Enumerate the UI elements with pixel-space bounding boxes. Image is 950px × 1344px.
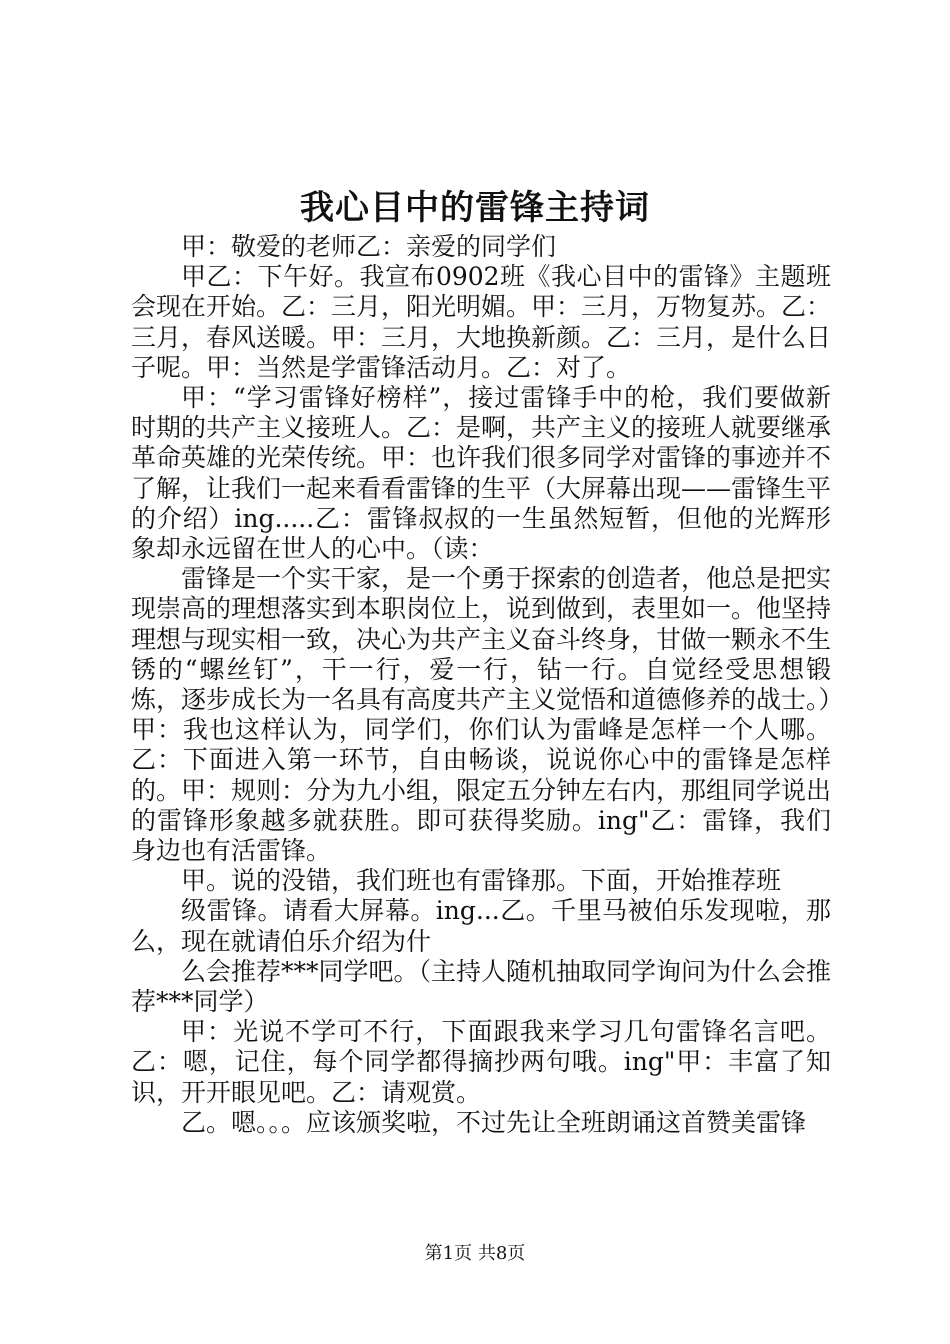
paragraph: 雷锋是一个实干家，是一个勇于探索的创造者，他总是把实现崇高的理想落实到本职岗位上，说到做到，表里如一。他坚持理想与现实相一致，决心为共产主义奋斗终身，甘做一颗永不生锈的“螺丝钉”，干一行，爱一行，钻一行。自觉经受思想锻炼，逐步成长为一名具有高度共产主义觉悟和道德修养的战士。）甲：我也这样认为，同学们，你们认为雷峰是怎样一个人哪。乙：下面进入第一环节，自由畅谈，说说你心中的雷锋是怎样的。甲：规则：分为九小组，限定五分钟左右内，那组同学说出的雷锋形象越多就获胜。即可获得奖励。ing"乙：雷锋，我们身边也有活雷锋。 (131, 564, 832, 866)
document-body (131, 232, 831, 1138)
paragraph: 级雷锋。请看大屏幕。ing...乙。千里马被伯乐发现啦，那么，现在就请伯乐介绍为什 (131, 896, 831, 956)
paragraph: 乙。嗯。。。应该颁奖啦，不过先让全班朗诵这首赞美雷锋 (181, 1107, 807, 1137)
page-title: 我心目中的雷锋主持词 (300, 188, 650, 228)
paragraph: 甲乙：下午好。我宣布0902班《我心目中的雷锋》主题班会现在开始。乙：三月，阳光明媚。甲：三月，万物复苏。乙：三月，春风送暖。甲：三月，大地换新颜。乙：三月，是什么日子呢。甲：当然是学雷锋活动月。乙：对了。 (131, 262, 832, 382)
page-footer: 第1页 共8页 (424, 1243, 526, 1264)
paragraph: 甲：敬爱的老师乙：亲爱的同学们 (181, 232, 557, 261)
paragraph: 甲。说的没错，我们班也有雷锋那。下面，开始推荐班 (181, 866, 782, 896)
paragraph: 甲：光说不学可不行，下面跟我来学习几句雷锋名言吧。乙：嗯，记住，每个同学都得摘抄两句哦。ing"甲：丰富了知识，开开眼见吧。乙：请观赏。 (131, 1017, 831, 1107)
paragraph: 甲：“学习雷锋好榜样”，接过雷锋手中的枪，我们要做新时期的共产主义接班人。乙：是啊，共产主义的接班人就要继承革命英雄的光荣传统。甲：也许我们很多同学对雷锋的事迹并不了解，让我们一起来看看雷锋的生平（大屏幕出现——雷锋生平的介绍）ing.....乙：雷锋叔叔的一生虽然短暂，但他的光辉形象却永远留在世人的心中。（读： (131, 383, 832, 564)
paragraph: 么会推荐***同学吧。（主持人随机抽取同学询问为什么会推荐***同学） (131, 956, 832, 1017)
